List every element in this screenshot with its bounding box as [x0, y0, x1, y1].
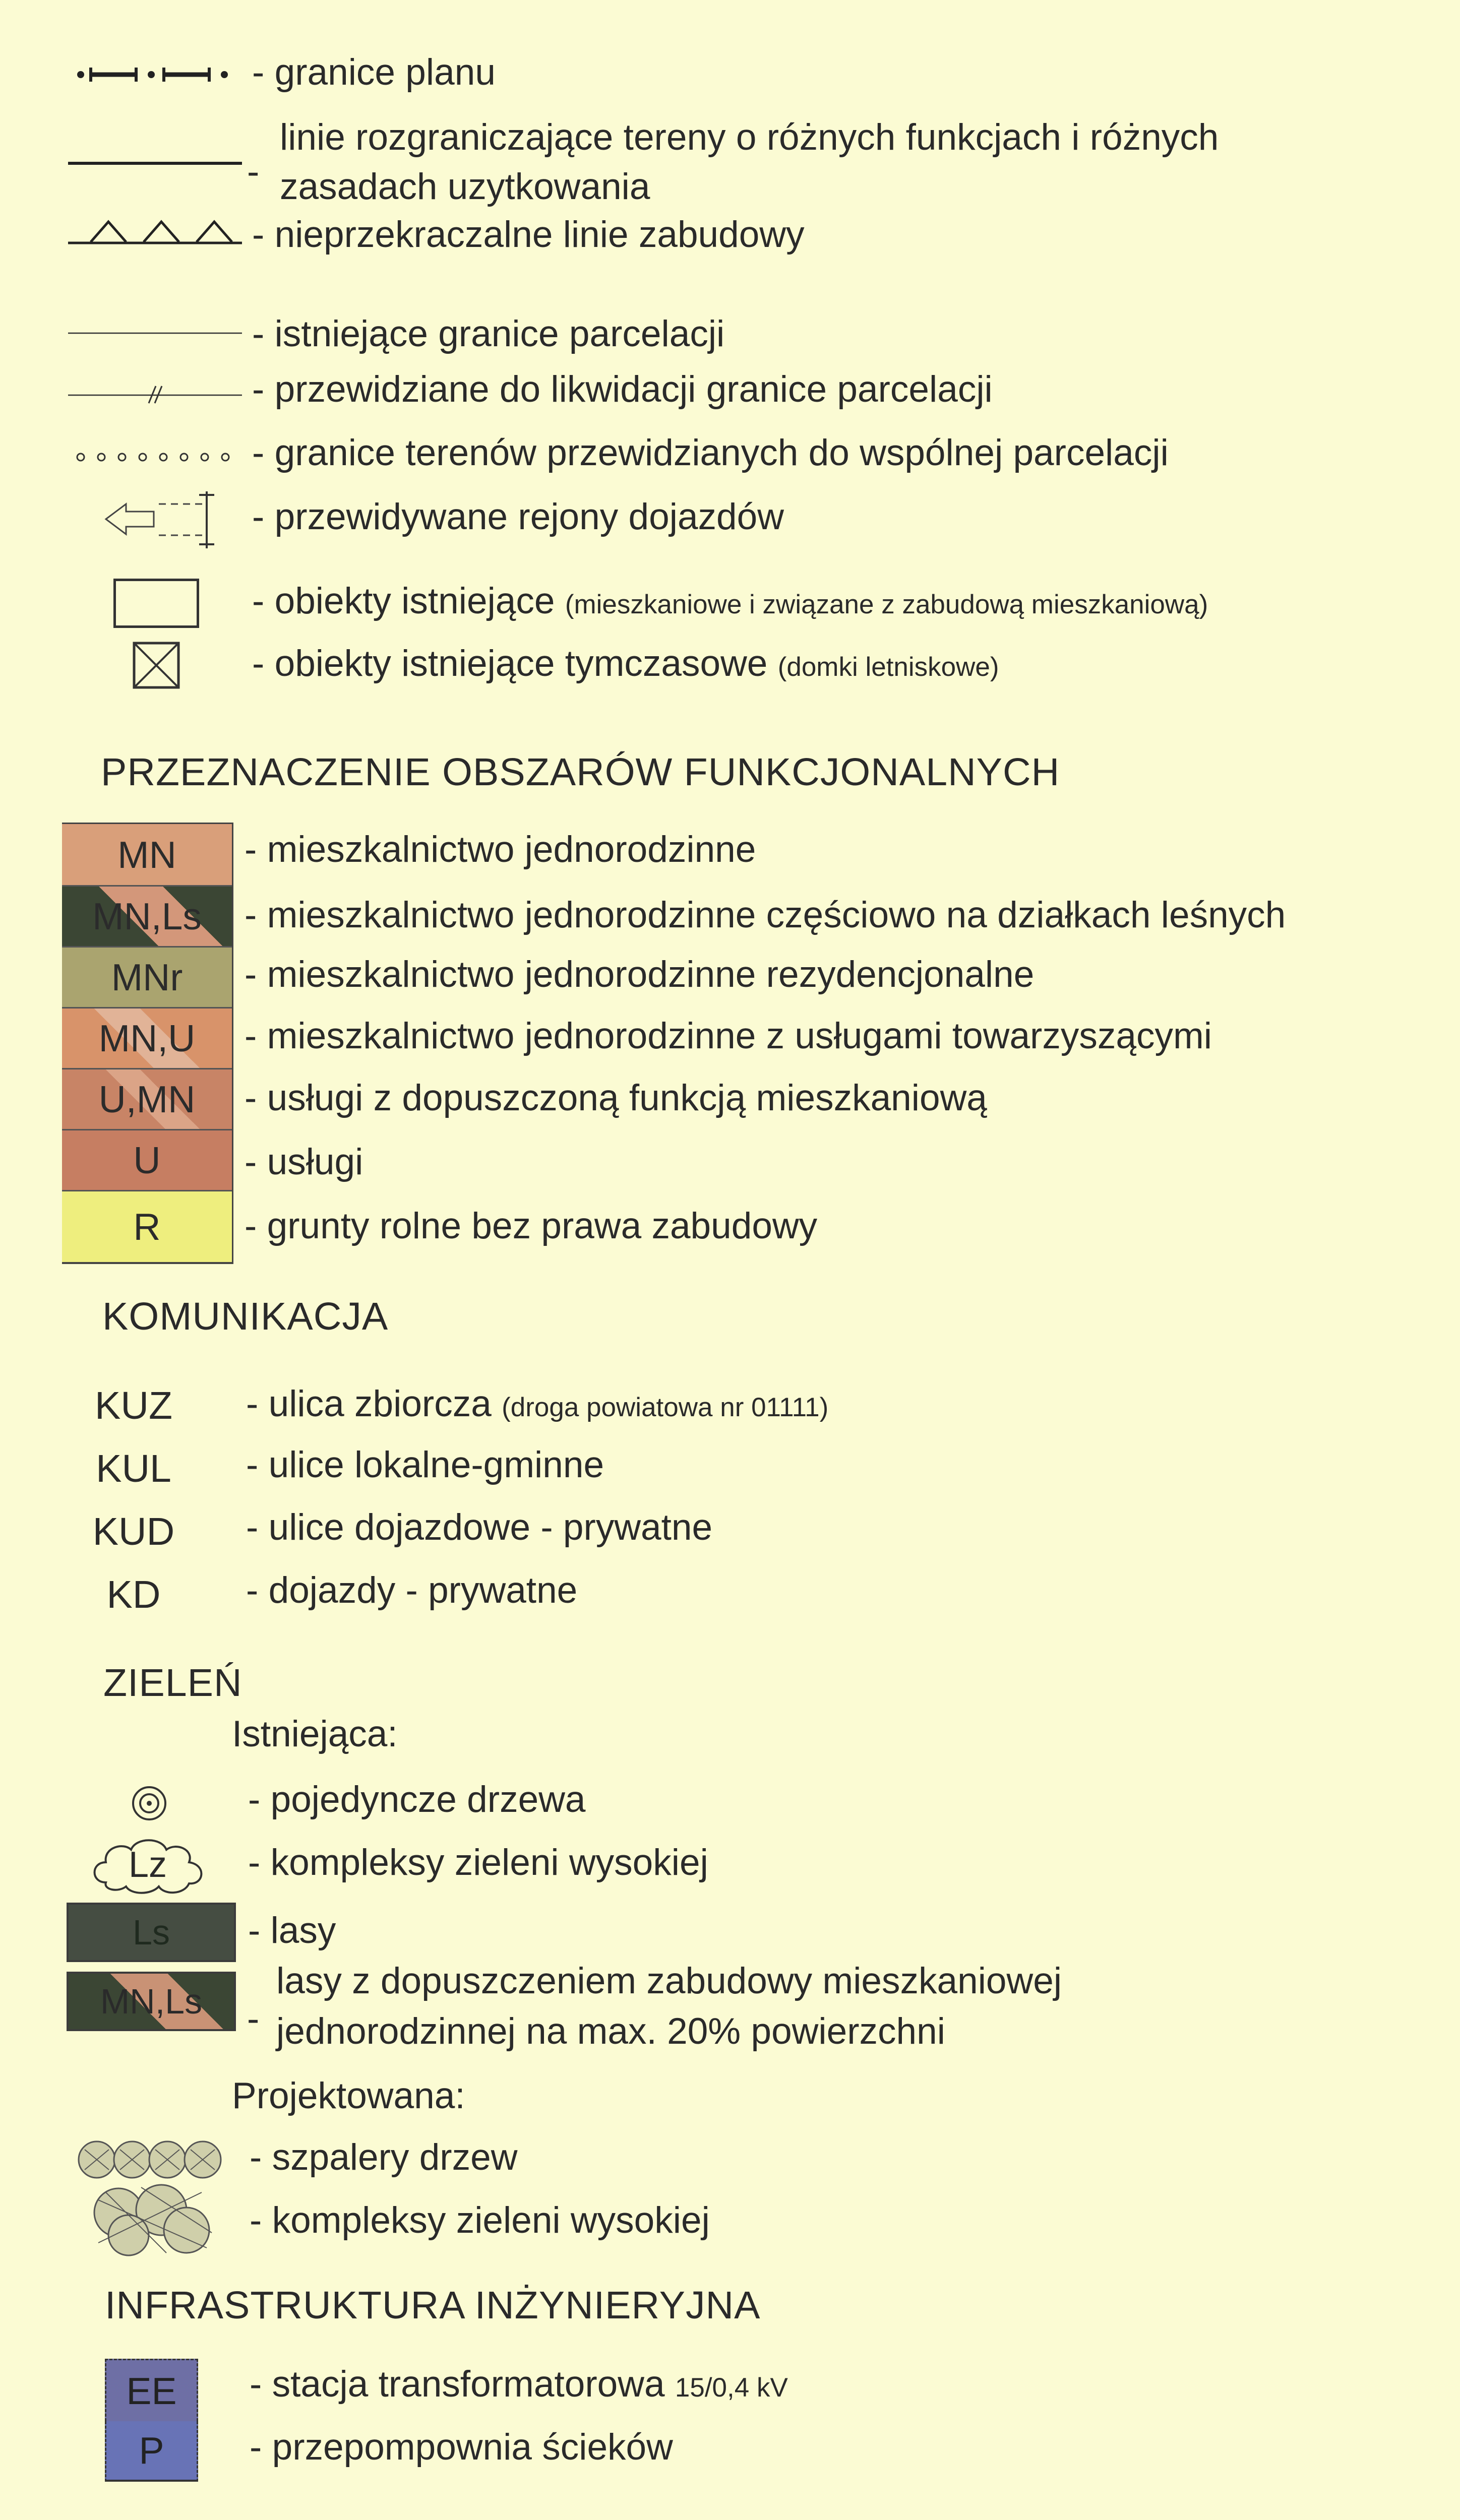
temporary-building-icon [132, 641, 180, 689]
functional-item-label: - usługi [245, 1142, 363, 1182]
single-tree-icon [130, 1784, 168, 1822]
legend-line-label: linie rozgraniczające tereny o różnych funkcjach i różnych [280, 117, 1219, 158]
infra-swatch-P: P [105, 2421, 198, 2482]
transport-item-label: - ulice dojazdowe - prywatne [246, 1507, 713, 1548]
greenery-item-label: - kompleksy zieleni wysokiej [250, 2200, 710, 2241]
legend-line-label: - granice terenów przewidzianych do wspólnej parcelacji [252, 432, 1169, 473]
infra-swatch-EE: EE [105, 2359, 198, 2421]
swatch-MN-U: MN,U [62, 1007, 232, 1068]
greenery-item-label: jednorodzinnej na max. 20% powierzchni [276, 2011, 945, 2052]
legend-line-label: - istniejące granice parcelacji [252, 313, 725, 354]
legend-line-label: zasadach uzytkowania [280, 166, 650, 207]
functional-item-label: - mieszkalnictwo jednorodzinne rezydencjonalne [245, 954, 1035, 995]
legend-line-label: - obiekty istniejące tymczasowe (domki letniskowe) [252, 643, 999, 684]
section-heading-infrastructure: INFRASTRUKTURA INŻYNIERYJNA [105, 2284, 761, 2327]
infra-item-label: - przepompownia ścieków [250, 2427, 673, 2468]
functional-item-label: - mieszkalnictwo jednorodzinne [245, 829, 756, 870]
legend-line-label: - obiekty istniejące (mieszkaniowe i związane z zabudową mieszkaniową) [252, 581, 1208, 621]
legend-line-label: - nieprzekraczalne linie zabudowy [252, 214, 805, 255]
transport-code: KUD [92, 1510, 175, 1553]
swatch-MN-Ls: MN,Ls [62, 885, 232, 946]
greenery-code-Lz: Lz [129, 1845, 167, 1885]
swatch-U-MN: U,MN [62, 1068, 232, 1129]
section-heading-transport: KOMUNIKACJA [102, 1295, 389, 1338]
greenery-item-label: - pojedyncze drzewa [248, 1779, 586, 1820]
greenery-planned-label: Projektowana: [232, 2075, 465, 2116]
building-line-icon [68, 212, 242, 247]
functional-item-label: - usługi z dopuszczoną funkcją mieszkaniową [245, 1078, 987, 1118]
infra-item-label: - stacja transformatorowa 15/0,4 kV [250, 2364, 788, 2405]
swatch-MN: MN [62, 824, 232, 885]
function-boundary-line-icon [68, 160, 242, 166]
functional-item-label: - grunty rolne bez prawa zabudowy [245, 1206, 818, 1246]
planned-greenery-complex-icon [86, 2182, 222, 2258]
functional-item-label: - mieszkalnictwo jednorodzinne częściowo na działkach leśnych [245, 895, 1286, 935]
access-area-icon [103, 489, 229, 549]
swatch-R: R [62, 1190, 232, 1262]
legend-line-dash: - [247, 151, 260, 192]
swatch-U: U [62, 1129, 232, 1190]
transport-code: KUL [96, 1447, 171, 1490]
greenery-existing-label: Istniejąca: [232, 1714, 398, 1754]
swatch-MN-Ls-forest: MN,Ls [67, 1972, 236, 2031]
transport-item-label: - ulice lokalne-gminne [246, 1444, 604, 1485]
transport-item-label: - ulica zbiorcza (droga powiatowa nr 01111) [246, 1383, 829, 1424]
greenery-item-label: - lasy [248, 1910, 336, 1951]
existing-building-icon [113, 579, 199, 628]
functional-item-label: - mieszkalnictwo jednorodzinne z usługami towarzyszącymi [245, 1016, 1212, 1056]
tree-row-icon [76, 2137, 227, 2182]
greenery-item-label: - kompleksy zieleni wysokiej [248, 1842, 708, 1883]
legend-line-label: - przewidziane do likwidacji granice parcelacji [252, 369, 993, 410]
transport-code: KD [106, 1573, 161, 1616]
swatch-MNr: MNr [62, 946, 232, 1007]
greenery-item-dash: - [247, 1998, 260, 2039]
transport-item-label: - dojazdy - prywatne [246, 1570, 578, 1611]
greenery-item-label: lasy z dopuszczeniem zabudowy mieszkaniowej [276, 1961, 1062, 2001]
swatch-Ls: Ls [67, 1903, 236, 1962]
legend-line-label: - granice planu [252, 52, 496, 93]
joint-parcel-boundary-icon [73, 450, 245, 465]
section-heading-greenery: ZIELEŃ [103, 1661, 242, 1705]
greenery-item-label: - szpalery drzew [250, 2137, 518, 2178]
plan-boundary-line-icon [71, 65, 242, 85]
section-heading-functional: PRZEZNACZENIE OBSZARÓW FUNKCJONALNYCH [101, 750, 1060, 794]
transport-code: KUZ [95, 1384, 172, 1427]
parcel-line-to-remove-icon [68, 384, 242, 404]
existing-parcel-line-icon [68, 332, 242, 335]
legend-line-label: - przewidywane rejony dojazdów [252, 496, 784, 537]
